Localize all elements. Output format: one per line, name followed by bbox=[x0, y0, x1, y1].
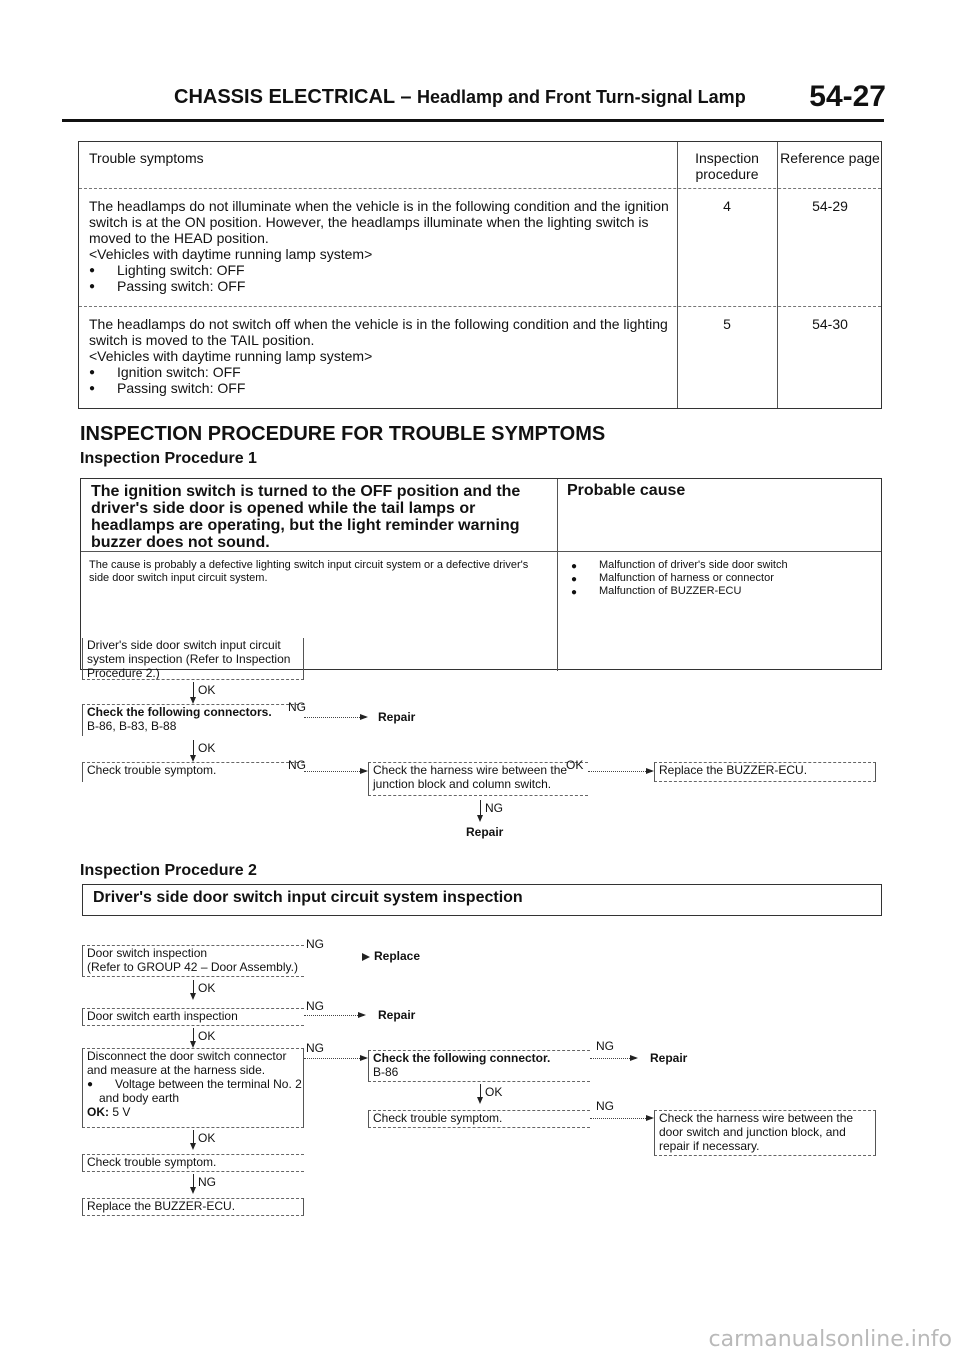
flow-label-ng: NG bbox=[596, 1039, 614, 1053]
cause-item bbox=[583, 559, 871, 572]
flow2-voltage-instruction: Disconnect the door switch connector and measure at the harness side. bbox=[87, 1049, 287, 1077]
cause-item bbox=[583, 572, 871, 585]
flow-label-ok: OK bbox=[198, 981, 216, 995]
procedure1-heading: Inspection Procedure 1 bbox=[80, 450, 257, 467]
watermark: carmanualsonline.info bbox=[708, 1327, 952, 1352]
symptom-text: The headlamps do not switch off when the vehicle is in the following condition and the lighting switch is moved to the TAIL position. bbox=[89, 316, 668, 348]
symptom-text: The headlamps do not illuminate when the vehicle is in the following condition and the ignition switch is at the ON position. However, the headlamps illuminate when the lighting switch is moved to the HEAD position. bbox=[89, 198, 669, 246]
flow2-voltage-bullet bbox=[99, 1077, 303, 1105]
procedure-number: 4 bbox=[723, 198, 731, 214]
symptom-bullet bbox=[101, 364, 669, 380]
flow2-replace-text: Replace bbox=[374, 949, 421, 963]
procedure2-heading: Inspection Procedure 2 bbox=[80, 862, 257, 879]
flow2-connector-body: B-86 bbox=[373, 1065, 399, 1079]
flow2-step-earth-inspection: Door switch earth inspection bbox=[82, 1008, 304, 1026]
flow2-step-check-connector bbox=[368, 1050, 590, 1082]
symptom-bullet bbox=[101, 380, 669, 396]
flow-arrow bbox=[590, 1058, 636, 1059]
flow-label-ok: OK bbox=[198, 741, 216, 755]
page-number: 54-27 bbox=[809, 80, 886, 113]
flow-label-ok: OK bbox=[198, 683, 216, 697]
procedure2-title-box bbox=[82, 884, 882, 916]
flow1-connectors-title: Check the following connectors. bbox=[87, 705, 272, 719]
flow-label-ng: NG bbox=[288, 758, 306, 772]
cause-item-text: Malfunction of BUZZER-ECU bbox=[599, 585, 742, 597]
symptom-note: <Vehicles with daytime running lamp system> bbox=[89, 348, 373, 364]
flow2-voltage-bullet-text: Voltage between the terminal No. 2 and body earth bbox=[99, 1077, 302, 1105]
header-rule bbox=[62, 119, 884, 122]
flow2-step-replace-ecu: Replace the BUZZER-ECU. bbox=[82, 1198, 304, 1216]
flow-label-ng: NG bbox=[288, 700, 306, 714]
symptom-note: <Vehicles with daytime running lamp system> bbox=[89, 246, 373, 262]
flow2-step-voltage-measure bbox=[82, 1048, 304, 1128]
symptom-bullet-text: Ignition switch: OFF bbox=[117, 364, 241, 380]
flow-arrow bbox=[480, 1084, 481, 1102]
flow2-ok-value: 5 V bbox=[112, 1105, 131, 1119]
flow-arrow bbox=[193, 980, 194, 998]
flow2-repair-2: Repair bbox=[650, 1051, 688, 1065]
flow2-door-switch-ref: (Refer to GROUP 42 – Door Assembly.) bbox=[87, 960, 298, 974]
procedure1-description: The cause is probably a defective lighting switch input circuit system or a defective driver's side door switch input circuit system. bbox=[89, 559, 529, 584]
arrow-icon bbox=[362, 953, 370, 961]
flow2-ok-label: OK: bbox=[87, 1105, 109, 1119]
flow-arrow bbox=[304, 1058, 366, 1059]
procedure2-title: Driver's side door switch input circuit system inspection bbox=[93, 889, 523, 906]
symptom-bullet bbox=[101, 278, 669, 294]
flow-label-ok: OK bbox=[198, 1131, 216, 1145]
flow-arrow bbox=[193, 1028, 194, 1046]
flow-label-ng: NG bbox=[596, 1099, 614, 1113]
flow-label-ng: NG bbox=[306, 937, 324, 951]
table-row bbox=[89, 316, 669, 396]
flow1-step-check-harness: Check the harness wire between the junction block and column switch. bbox=[368, 762, 588, 796]
trouble-symptoms-table bbox=[78, 141, 882, 409]
box-divider bbox=[557, 479, 558, 671]
flow-label-ok: OK bbox=[485, 1085, 503, 1099]
col-header-reference: Reference page bbox=[780, 150, 880, 166]
flow-label-ng: NG bbox=[306, 1041, 324, 1055]
flow1-repair-1: Repair bbox=[378, 710, 416, 724]
flow1-step-check-connectors bbox=[82, 704, 304, 736]
cause-item-text: Malfunction of harness or connector bbox=[599, 572, 774, 584]
probable-causes-list bbox=[571, 559, 871, 598]
flow2-connector-title: Check the following connector. bbox=[373, 1051, 551, 1065]
flow-label-ok: OK bbox=[566, 758, 584, 772]
flow-arrow bbox=[480, 800, 481, 820]
table-row bbox=[89, 198, 669, 294]
flow-arrow bbox=[193, 1174, 194, 1192]
symptom-bullet-text: Lighting switch: OFF bbox=[117, 262, 245, 278]
flow2-step-check-symptom-right: Check trouble symptom. bbox=[368, 1110, 590, 1128]
flow-label-ng: NG bbox=[485, 801, 503, 815]
flow2-step-check-symptom: Check trouble symptom. bbox=[82, 1154, 304, 1172]
col-header-procedure: Inspection procedure bbox=[695, 150, 759, 182]
flow2-voltage-ok bbox=[87, 1105, 303, 1119]
flow2-repair-1: Repair bbox=[378, 1008, 416, 1022]
reference-page: 54-29 bbox=[812, 198, 848, 214]
flow2-replace bbox=[362, 950, 420, 963]
reference-page: 54-30 bbox=[812, 316, 848, 332]
flow1-step-door-switch-system: Driver's side door switch input circuit system inspection (Refer to Inspection Procedure 2.) bbox=[82, 638, 304, 680]
flow-label-ok: OK bbox=[198, 1029, 216, 1043]
table-divider bbox=[677, 142, 678, 408]
procedure1-symptom: The ignition switch is turned to the OFF position and the driver's side door is opened while the tail lamps or headlamps are operating, but the light reminder warning buzzer does not sound. bbox=[91, 483, 521, 551]
flow2-step-door-switch-inspection bbox=[82, 945, 304, 977]
col-header-symptoms: Trouble symptoms bbox=[89, 150, 204, 166]
flow-arrow bbox=[193, 740, 194, 760]
probable-cause-title: Probable cause bbox=[567, 482, 686, 499]
procedure-number: 5 bbox=[723, 316, 731, 332]
table-divider bbox=[777, 142, 778, 408]
flow-arrow bbox=[193, 1130, 194, 1148]
flow1-step-replace-ecu: Replace the BUZZER-ECU. bbox=[654, 762, 876, 782]
flow-arrow bbox=[590, 1118, 652, 1119]
flow1-connectors-body: B-86, B-83, B-88 bbox=[87, 719, 177, 733]
flow-label-ng: NG bbox=[306, 999, 324, 1013]
flow-arrow bbox=[304, 1015, 364, 1016]
flow-arrow bbox=[304, 771, 366, 772]
header-title-main: CHASSIS ELECTRICAL – bbox=[174, 86, 417, 108]
table-divider bbox=[79, 306, 881, 307]
section-title: INSPECTION PROCEDURE FOR TROUBLE SYMPTOMS bbox=[80, 423, 606, 445]
flow2-step-check-harness: Check the harness wire between the door switch and junction block, and repair if necessary. bbox=[654, 1110, 876, 1156]
symptom-bullet-text: Passing switch: OFF bbox=[117, 278, 246, 294]
cause-item-text: Malfunction of driver's side door switch bbox=[599, 559, 788, 571]
flow1-repair-2: Repair bbox=[466, 825, 504, 839]
flow1-step-check-symptom: Check trouble symptom. bbox=[82, 762, 304, 782]
flow-label-ng: NG bbox=[198, 1175, 216, 1189]
table-divider bbox=[79, 188, 881, 189]
flow-arrow bbox=[304, 717, 366, 718]
symptom-bullet bbox=[101, 262, 669, 278]
flow-arrow bbox=[588, 771, 652, 772]
symptom-bullet-text: Passing switch: OFF bbox=[117, 380, 246, 396]
page-header bbox=[174, 80, 886, 122]
flow2-door-switch-title: Door switch inspection bbox=[87, 946, 208, 960]
flow-arrow bbox=[193, 682, 194, 702]
box-divider bbox=[81, 551, 881, 552]
cause-item bbox=[583, 585, 871, 598]
header-title-sub: Headlamp and Front Turn-signal Lamp bbox=[417, 87, 746, 107]
